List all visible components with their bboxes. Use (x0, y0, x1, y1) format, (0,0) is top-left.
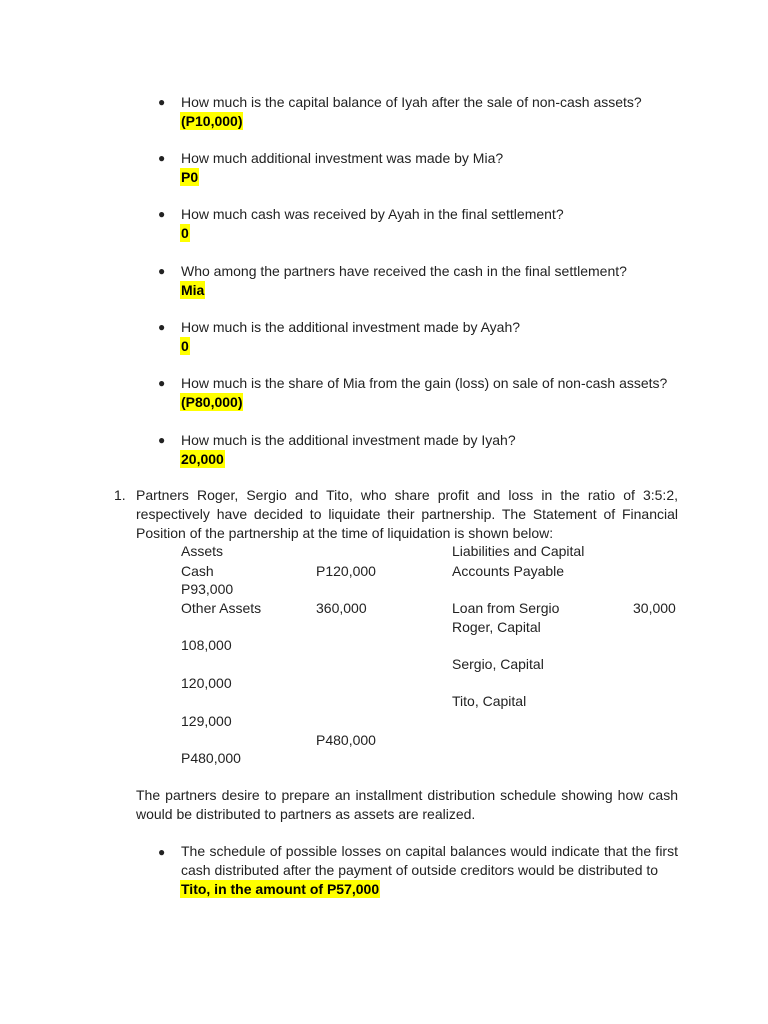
answer-highlight: (P10,000) (181, 113, 243, 129)
answer-highlight: 0 (181, 338, 189, 354)
bullet-icon: ● (158, 433, 166, 447)
question-text: How much is the capital balance of Iyah after the sale of non-cash assets? (181, 94, 642, 110)
roger-capital-value: 108,000 (181, 637, 232, 653)
tito-capital-label: Tito, Capital (452, 693, 527, 709)
bullet-icon: ● (158, 320, 166, 334)
cash-value: P120,000 (316, 563, 376, 579)
problem-number: 1. (114, 487, 126, 503)
question-text: How much cash was received by Ayah in the final settlement? (181, 206, 564, 222)
bullet-icon: ● (158, 264, 166, 278)
bullet-icon: ● (158, 376, 166, 390)
bullet-icon: ● (158, 151, 166, 165)
question-text: How much is the additional investment made by Iyah? (181, 432, 516, 448)
other-assets-label: Other Assets (181, 600, 262, 616)
question-text: Who among the partners have received the cash in the final settlement? (181, 263, 627, 279)
answer-highlight: (P80,000) (181, 394, 243, 410)
liabilities-header: Liabilities and Capital (452, 543, 585, 559)
bullet-icon: ● (158, 845, 166, 859)
loan-sergio-label: Loan from Sergio (452, 600, 560, 616)
total-assets: P480,000 (316, 732, 376, 748)
tito-capital-value: 129,000 (181, 713, 232, 729)
answer-highlight: 20,000 (181, 451, 224, 467)
answer-highlight: 0 (181, 225, 189, 241)
accounts-payable-value: P93,000 (181, 581, 234, 597)
bullet-icon: ● (158, 95, 166, 109)
question-text: How much is the additional investment made by Ayah? (181, 319, 521, 335)
answer-highlight: Tito, in the amount of P57,000 (181, 881, 380, 897)
loan-sergio-value: 30,000 (633, 600, 676, 616)
cash-label: Cash (181, 563, 214, 579)
accounts-payable-label: Accounts Payable (452, 563, 565, 579)
description-paragraph: The partners desire to prepare an installment distribution schedule showing how cash would be distributed to partners as assets are realized. (136, 787, 678, 822)
sergio-capital-label: Sergio, Capital (452, 656, 544, 672)
question-text: The schedule of possible losses on capital balances would indicate that the first cash distributed after the payment of outside creditors would be distributed to (181, 843, 678, 878)
answer-highlight: P0 (181, 169, 199, 185)
problem-text: Partners Roger, Sergio and Tito, who share profit and loss in the ratio of 3:5:2, respectively have decided to liquidate their partnership. The Statement of Financial Position of the partnership at the time of liquidation is shown below: (136, 487, 678, 541)
question-text: How much additional investment was made by Mia? (181, 150, 504, 166)
other-assets-value: 360,000 (316, 600, 367, 616)
question-text: How much is the share of Mia from the gain (loss) on sale of non-cash assets? (181, 375, 668, 391)
roger-capital-label: Roger, Capital (452, 619, 541, 635)
answer-highlight: Mia (181, 282, 205, 298)
total-liabilities-capital: P480,000 (181, 750, 241, 766)
bullet-icon: ● (158, 207, 166, 221)
sergio-capital-value: 120,000 (181, 675, 232, 691)
assets-header: Assets (181, 543, 224, 559)
